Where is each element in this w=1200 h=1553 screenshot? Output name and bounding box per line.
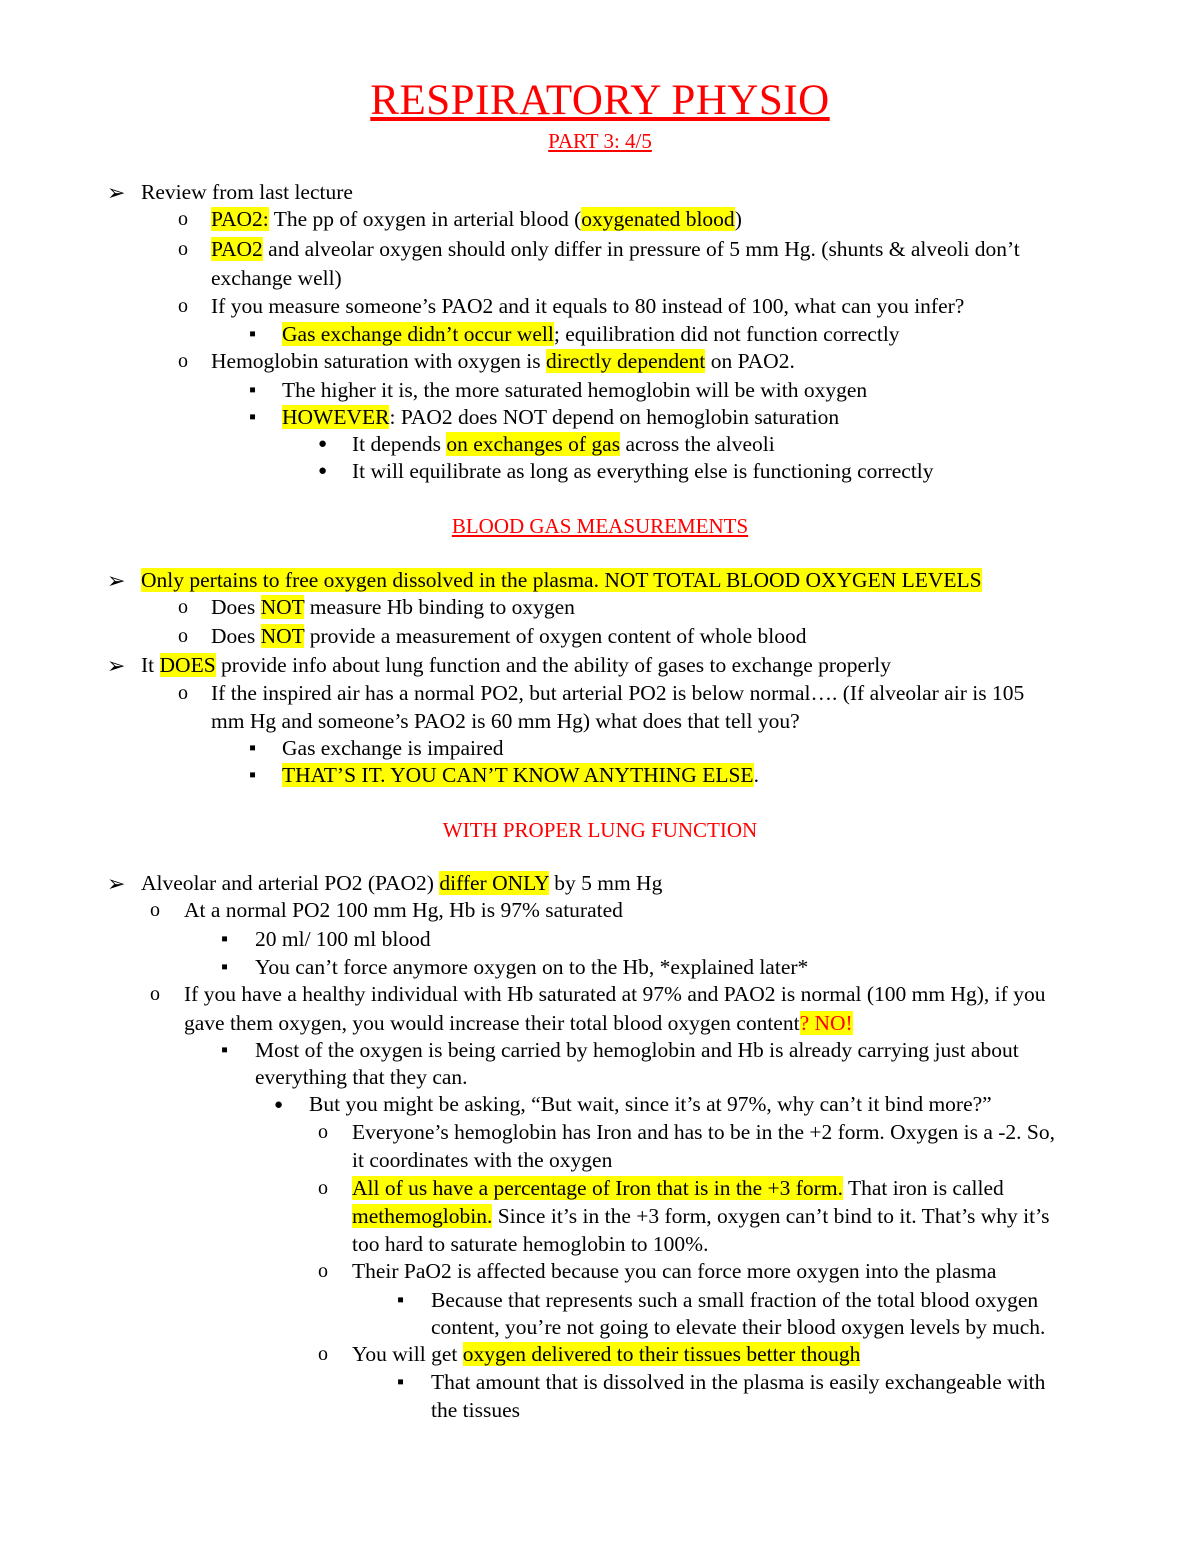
arrow-bullet-icon: ➢ xyxy=(107,871,126,896)
list-item: You can’t force anymore oxygen on to the Hb, *explained later* xyxy=(255,955,809,979)
list-item: PAO2: The pp of oxygen in arterial blood (oxygenated blood) xyxy=(211,207,742,231)
list-item: All of us have a percentage of Iron that is in the +3 form. That iron is called xyxy=(352,1176,1004,1200)
list-item: It will equilibrate as long as everything else is functioning correctly xyxy=(352,459,934,483)
list-item: If you measure someone’s PAO2 and it equals to 80 instead of 100, what can you infer? xyxy=(211,294,965,318)
list-item: That amount that is dissolved in the plasma is easily exchangeable with xyxy=(431,1370,1046,1394)
list-item-continuation: the tissues xyxy=(431,1398,520,1422)
round-bullet-icon: ● xyxy=(274,1097,284,1113)
list-item: 20 ml/ 100 ml blood xyxy=(255,927,431,951)
list-item: Only pertains to free oxygen dissolved in the plasma. NOT TOTAL BLOOD OXYGEN LEVELS xyxy=(141,568,982,592)
list-item: PAO2 and alveolar oxygen should only differ in pressure of 5 mm Hg. (shunts & alveoli don’t xyxy=(211,237,1020,261)
list-item: Does NOT measure Hb binding to oxygen xyxy=(211,595,575,619)
list-item: Most of the oxygen is being carried by hemoglobin and Hb is already carrying just about xyxy=(255,1038,1019,1062)
round-bullet-icon: ● xyxy=(318,463,328,479)
list-item: You will get oxygen delivered to their tissues better though xyxy=(352,1342,861,1366)
list-item-continuation: everything that they can. xyxy=(255,1065,468,1089)
square-bullet-icon: ▪ xyxy=(249,737,257,759)
square-bullet-icon: ▪ xyxy=(249,406,257,428)
list-item: At a normal PO2 100 mm Hg, Hb is 97% saturated xyxy=(184,898,623,922)
square-bullet-icon: ▪ xyxy=(249,323,257,345)
list-item: Hemoglobin saturation with oxygen is directly dependent on PAO2. xyxy=(211,349,795,373)
circle-bullet-icon: o xyxy=(318,1121,328,1143)
section-heading-proper-lung: WITH PROPER LUNG FUNCTION xyxy=(442,818,758,842)
list-item: It depends on exchanges of gas across the alveoli xyxy=(352,432,775,456)
circle-bullet-icon: o xyxy=(178,625,188,647)
square-bullet-icon: ▪ xyxy=(221,956,229,978)
list-item: But you might be asking, “But wait, since it’s at 97%, why can’t it bind more?” xyxy=(309,1092,992,1116)
circle-bullet-icon: o xyxy=(178,596,188,618)
circle-bullet-icon: o xyxy=(178,682,188,704)
list-item: Gas exchange is impaired xyxy=(282,736,504,760)
list-item-continuation: exchange well) xyxy=(211,266,342,290)
list-item-continuation: mm Hg and someone’s PAO2 is 60 mm Hg) what does that tell you? xyxy=(211,709,800,733)
section-heading-blood-gas: BLOOD GAS MEASUREMENTS xyxy=(451,514,749,538)
list-item: Their PaO2 is affected because you can force more oxygen into the plasma xyxy=(352,1259,997,1283)
arrow-bullet-icon: ➢ xyxy=(107,568,126,593)
list-item: HOWEVER: PAO2 does NOT depend on hemoglobin saturation xyxy=(282,405,840,429)
arrow-bullet-icon: ➢ xyxy=(107,653,126,678)
circle-bullet-icon: o xyxy=(150,899,160,921)
square-bullet-icon: ▪ xyxy=(249,764,257,786)
square-bullet-icon: ▪ xyxy=(249,379,257,401)
list-item: If the inspired air has a normal PO2, but arterial PO2 is below normal…. (If alveolar air is 105 xyxy=(211,681,1025,705)
round-bullet-icon: ● xyxy=(318,436,328,452)
square-bullet-icon: ▪ xyxy=(397,1289,405,1311)
circle-bullet-icon: o xyxy=(178,295,188,317)
circle-bullet-icon: o xyxy=(178,350,188,372)
list-item: Does NOT provide a measurement of oxygen content of whole blood xyxy=(211,624,807,648)
circle-bullet-icon: o xyxy=(178,208,188,230)
list-item: The higher it is, the more saturated hemoglobin will be with oxygen xyxy=(282,378,868,402)
list-item: Because that represents such a small fraction of the total blood oxygen xyxy=(431,1288,1039,1312)
circle-bullet-icon: o xyxy=(318,1343,328,1365)
list-item: It DOES provide info about lung function and the ability of gases to exchange properly xyxy=(141,653,891,677)
list-item: Alveolar and arterial PO2 (PAO2) differ ONLY by 5 mm Hg xyxy=(141,871,663,895)
list-item-continuation: it coordinates with the oxygen xyxy=(352,1148,613,1172)
square-bullet-icon: ▪ xyxy=(221,928,229,950)
circle-bullet-icon: o xyxy=(178,238,188,260)
list-item-continuation: gave them oxygen, you would increase their total blood oxygen content? NO! xyxy=(184,1011,853,1035)
list-item: Gas exchange didn’t occur well; equilibration did not function correctly xyxy=(282,322,900,346)
circle-bullet-icon: o xyxy=(150,983,160,1005)
circle-bullet-icon: o xyxy=(318,1260,328,1282)
square-bullet-icon: ▪ xyxy=(397,1371,405,1393)
list-item-continuation: methemoglobin. Since it’s in the +3 form, oxygen can’t bind to it. That’s why it’s xyxy=(352,1204,1050,1228)
list-item-continuation: too hard to saturate hemoglobin to 100%. xyxy=(352,1232,709,1256)
square-bullet-icon: ▪ xyxy=(221,1039,229,1061)
page-subtitle: PART 3: 4/5 xyxy=(548,129,652,153)
list-item: Everyone’s hemoglobin has Iron and has to be in the +2 form. Oxygen is a -2. So, xyxy=(352,1120,1055,1144)
circle-bullet-icon: o xyxy=(318,1177,328,1199)
list-item: If you have a healthy individual with Hb saturated at 97% and PAO2 is normal (100 mm Hg), if you xyxy=(184,982,1046,1006)
page-title: RESPIRATORY PHYSIO xyxy=(370,77,830,124)
list-item: THAT’S IT. YOU CAN’T KNOW ANYTHING ELSE. xyxy=(282,763,759,787)
list-item-continuation: content, you’re not going to elevate their blood oxygen levels by much. xyxy=(431,1315,1046,1339)
arrow-bullet-icon: ➢ xyxy=(107,180,126,205)
list-item: Review from last lecture xyxy=(141,180,353,204)
